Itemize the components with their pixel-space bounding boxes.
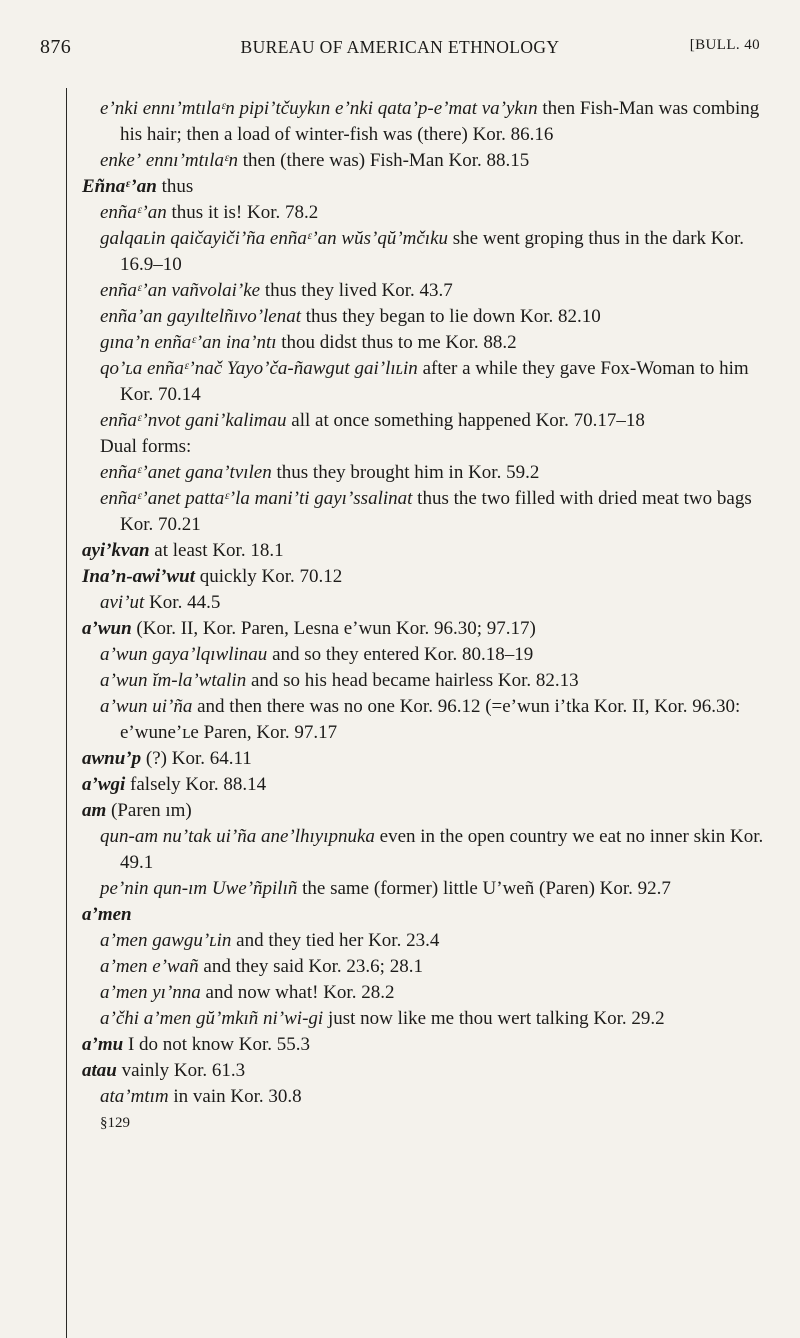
example-line [82, 330, 782, 356]
headword: aʼwun [82, 618, 132, 639]
gloss-text: vainly Kor. 61.3 [116, 1060, 246, 1081]
headword: atau [82, 1060, 117, 1081]
gloss-text: and they said Kor. 23.6; 28.1 [198, 956, 423, 977]
gloss-text: thou didst thus to me Kor. 88.2 [276, 332, 517, 353]
gloss-text: thus they lived Kor. 43.7 [260, 280, 453, 301]
entry-headword-line [82, 1058, 782, 1084]
gloss-text: Kor. 44.5 [144, 592, 221, 613]
section-mark: §129 [100, 1115, 130, 1131]
headword: awnuʼp [82, 748, 142, 769]
gloss-text: then Fish-Man was combing his hair; then a load of winter-fish was (there) Kor. 86.16 [120, 98, 760, 145]
gloss-text: thus the two filled with dried meat two bags Kor. 70.21 [120, 488, 752, 535]
example-line [82, 928, 782, 954]
koryak-example: enñaᵋʼanet pattaᵋʼla maniʼti gayıʼssalinat [100, 488, 413, 509]
example-line [82, 1006, 782, 1032]
dictionary-entries [82, 96, 782, 1136]
margin-rule [66, 88, 67, 1338]
headword: aʼmen [82, 904, 132, 925]
gloss-text: thus they brought him in Kor. 59.2 [271, 462, 540, 483]
example-line [82, 460, 782, 486]
gloss-text: thus it is! Kor. 78.2 [166, 202, 319, 223]
koryak-example: aʼwun uiʼña [100, 696, 193, 717]
koryak-example: enñaᵋʼnvot ganiʼkalimau [100, 410, 287, 431]
gloss-text: and now what! Kor. 28.2 [200, 982, 395, 1003]
bulletin-mark: [BULL. 40 [689, 37, 760, 53]
gloss-text: (Paren ım) [106, 800, 192, 821]
koryak-example: aʼmen yıʼnna [100, 982, 201, 1003]
example-line [82, 200, 782, 226]
entry-headword-line [82, 538, 782, 564]
entry-headword-line [82, 798, 782, 824]
gloss-text: (?) Kor. 64.11 [141, 748, 252, 769]
koryak-example: ataʼmtım [100, 1086, 169, 1107]
entry-headword-line [82, 902, 782, 928]
gloss-text: and so they entered Kor. 80.18–19 [267, 644, 534, 665]
gloss-text: the same (former) little Uʼweñ (Paren) Kor. 92.7 [297, 878, 671, 899]
gloss-text: and they tied her Kor. 23.4 [231, 930, 440, 951]
koryak-example: enña’an gayıltelñıvoʼlenat [100, 306, 302, 327]
example-line [82, 486, 782, 538]
entry-headword-line [82, 564, 782, 590]
gloss-text: falsely Kor. 88.14 [125, 774, 267, 795]
koryak-example: aʼmen gawguʼʟin [100, 930, 232, 951]
gloss-text: she went groping thus in the dark Kor. 16.9–10 [120, 228, 745, 275]
koryak-example: aviʼut [100, 592, 145, 613]
headword: aʼwgi [82, 774, 126, 795]
entry-headword-line [82, 1032, 782, 1058]
example-line [82, 980, 782, 1006]
gloss-text: in vain Kor. 30.8 [168, 1086, 302, 1107]
koryak-example: aʼwun gayaʼlqıwlinau [100, 644, 268, 665]
example-line [82, 356, 782, 408]
koryak-example: enkeʼ ennıʼmtılaᵋn [100, 150, 238, 171]
running-title: BUREAU OF AMERICAN ETHNOLOGY [240, 37, 560, 57]
gloss-text: at least Kor. 18.1 [149, 540, 284, 561]
gloss-text: after a while they gave Fox-Woman to him Kor. 70.14 [120, 358, 749, 405]
koryak-example: aʼčhi aʼmen gŭʼmkıñ niʼwi-gi [100, 1008, 324, 1029]
koryak-example: qoʼʟa enñaᵋʼnač Yayoʼča-ñawgut gaiʼlıʟin [100, 358, 418, 379]
headword: aʼmu [82, 1034, 124, 1055]
gloss-text: thus [156, 176, 194, 197]
koryak-example: enñaᵋʼan vañvolaiʼke [100, 280, 261, 301]
headword: am [82, 800, 107, 821]
koryak-example: enñaᵋʼan [100, 202, 167, 223]
gloss-text: quickly Kor. 70.12 [194, 566, 343, 587]
example-line [82, 876, 782, 902]
example-line [82, 148, 782, 174]
example-line [82, 278, 782, 304]
example-line [82, 954, 782, 980]
koryak-example: qun-am nuʼtak uiʼña aneʼlhıyıpnuka [100, 826, 375, 847]
gloss-text: all at once something happened Kor. 70.17–18 [286, 410, 645, 431]
page-number: 876 [40, 36, 72, 58]
gloss-text: and then there was no one Kor. 96.12 (=eʼwun iʼtka Kor. II, Kor. 96.30: eʼwuneʼʟe Paren, Kor. 97.17 [120, 696, 741, 743]
gloss-text: Dual forms: [100, 436, 192, 457]
headword: Inaʼn-awiʼwut [82, 566, 195, 587]
koryak-example: eʼnki ennıʼmtılaᵋn pipiʼtčuykın eʼnki qataʼp-eʼmat vaʼykın [100, 98, 538, 119]
gloss-text: I do not know Kor. 55.3 [123, 1034, 311, 1055]
entry-headword-line [82, 772, 782, 798]
gloss-text: and so his head became hairless Kor. 82.13 [246, 670, 579, 691]
headword: Eñnaᵋʼan [82, 176, 157, 197]
example-line [82, 694, 782, 746]
example-line [82, 590, 782, 616]
gloss-text: then (there was) Fish-Man Kor. 88.15 [237, 150, 530, 171]
gloss-text: even in the open country we eat no inner skin Kor. 49.1 [120, 826, 764, 873]
example-line [82, 1084, 782, 1110]
example-line [82, 96, 782, 148]
example-line [82, 642, 782, 668]
example-line [82, 226, 782, 278]
koryak-example: aʼwun ĭm-laʼwtalin [100, 670, 247, 691]
gloss-text: just now like me thou wert talking Kor. 29.2 [323, 1008, 665, 1029]
koryak-example: peʼnin qun-ım Uweʼñpilıñ [100, 878, 298, 899]
koryak-example: gına’n enñaᵋʼan inaʼntı [100, 332, 277, 353]
koryak-example: aʼmen eʼwañ [100, 956, 199, 977]
entry-headword-line [82, 616, 782, 642]
headword: ayiʼkvan [82, 540, 150, 561]
running-header [40, 36, 760, 66]
example-line [82, 668, 782, 694]
example-line [82, 824, 782, 876]
example-line [82, 304, 782, 330]
koryak-example: galqaʟin qaičayiči’ña enñaᵋʼan wŭsʼqŭʼmčıku [100, 228, 449, 249]
gloss-text: thus they began to lie down Kor. 82.10 [301, 306, 601, 327]
entry-headword-line [82, 746, 782, 772]
section-note [82, 434, 782, 460]
koryak-example: enñaᵋʼanet ganaʼtvılen [100, 462, 272, 483]
example-line [82, 408, 782, 434]
gloss-text: (Kor. II, Kor. Paren, Lesna eʼwun Kor. 96.30; 97.17) [131, 618, 536, 639]
entry-headword-line [82, 174, 782, 200]
